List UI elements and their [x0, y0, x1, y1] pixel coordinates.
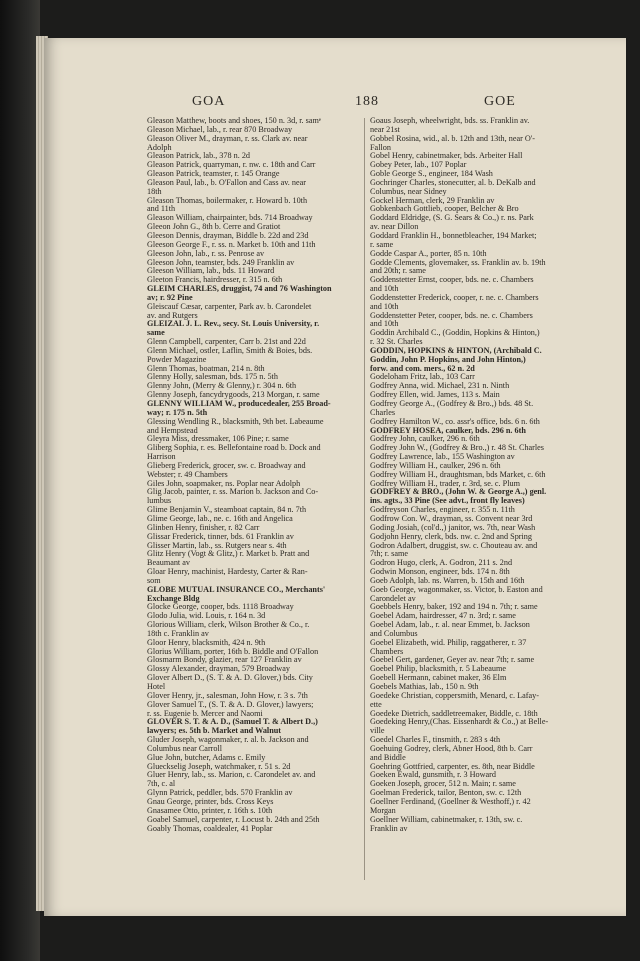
directory-entry: Gleason Michael, lab., r. rear 870 Broadway [147, 124, 293, 134]
left-column [147, 117, 363, 833]
directory-entry: Glodo Julia, wid. Louis, r. 164 n. 3d [147, 611, 266, 621]
directory-entry: Goelman Frederick, tailor, Benton, sw. c. 12th [370, 788, 522, 798]
directory-entry: Gliberg Sophia, r. es. Bellefontaine road b. Dock and Harrison [147, 443, 321, 462]
directory-entry: Goellner William, cabinetmaker, r. 13th, sw. c. Franklin av [370, 814, 523, 833]
directory-entry: Gochringer Charles, stonecutter, al. b. DeKalb and Columbus, near Sidney [370, 177, 536, 196]
directory-entry: Gleason Oliver M., drayman, r. ss. Clark av. near Adolph [147, 133, 308, 152]
directory-entry: Gleason Matthew, boots and shoes, 150 n. 3d, r. samᵉ [147, 116, 321, 125]
directory-entry: Glover Henry, jr., salesman, John How, r. 3 s. 7th [147, 690, 308, 700]
directory-entry: Godfrey Hamilton W., co. assr's office, bds. 6 n. 6th [370, 416, 540, 426]
directory-entry: Goehring Gottfried, carpenter, es. 8th, near Biddle [370, 761, 535, 771]
directory-entry: Goellner Ferdinand, (Goellner & Westhoff,) r. 42 Morgan [370, 796, 531, 815]
directory-entry: Glossy Alexander, drayman, 579 Broadway [147, 664, 290, 674]
directory-entry: Godde Caspar A., porter, 85 n. 10th [370, 248, 487, 258]
directory-entry: Gleason Thomas, boilermaker, r. Howard b. 10th and 11th [147, 195, 308, 214]
directory-entry: Glinben Henry, finisher, r. 82 Carr [147, 522, 260, 532]
directory-entry: Goably Thomas, coaldealer, 41 Poplar [147, 823, 273, 833]
directory-entry: Gleeon John G., 8th b. Cerre and Gratiot [147, 222, 281, 232]
directory-entry: Godfrey Ellen, wid. James, 113 s. Main [370, 390, 500, 400]
directory-entry: Goedeke Christian, coppersmith, Menard, c. Lafay- ette [370, 690, 539, 709]
directory-page [44, 38, 626, 916]
page-header [44, 90, 626, 114]
directory-entry: Gloar Henry, machinist, Hardesty, Carter & Ran- som [147, 567, 308, 585]
directory-entry: Gleason Patrick, teamster, r. 145 Orange [147, 169, 280, 179]
directory-entry: Glocke George, cooper, bds. 1118 Broadway [147, 602, 294, 612]
right-column [370, 117, 586, 833]
directory-entry: Godfrey William H., trader, r. 3rd, se. c. Plum [370, 478, 520, 488]
directory-entry: Glenn Michael, ostler, Laflin, Smith & Boies, bds. Powder Magazine [147, 345, 313, 364]
directory-entry: Godfreyson Charles, engineer, r. 355 n. 11th [370, 505, 515, 515]
directory-entry: Gleeson Dennis, drayman, Biddle b. 22d and 23d [147, 230, 309, 240]
directory-entry: Goebell Hermann, cabinet maker, 36 Elm [370, 673, 507, 683]
directory-entry: Goebel Elizabeth, wid. Philip, raggatherer, r. 37 Chambers [370, 637, 527, 656]
directory-entry: Godfrey William H., draughtsman, bds Market, c. 6th [370, 469, 546, 479]
directory-entry: Gluder Joseph, wagonmaker, r. al. b. Jackson and Columbus near Carroll [147, 735, 309, 753]
directory-entry: Gleason Patrick, lab., 378 n. 2d [147, 151, 251, 161]
directory-entry: Glenn Campbell, carpenter, Carr b. 21st and 22d [147, 337, 306, 347]
directory-entry: Goding Josiah, (col'd.,) janitor, ws. 7th, near Wash [370, 522, 536, 532]
directory-entry: Glieberg Frederick, grocer, sw. c. Broadway and Webster; r. 49 Chambers [147, 460, 306, 479]
directory-entry: Glenny Joseph, fancydrygoods, 213 Morgan, r. same [147, 390, 320, 400]
directory-entry: Glue John, butcher, Adams c. Emily [147, 752, 266, 762]
directory-entry: GODFREY HOSEA, caulker, bds. 296 n. 6th [370, 425, 526, 435]
directory-entry: Glenn Thomas, boatman, 214 n. 8th [147, 363, 265, 373]
directory-entry: Goebels Mathias, lab., 150 n. 9th [370, 682, 479, 691]
directory-entry: Glorious William, clerk, Wilson Brother & Co., r. 18th c. Franklin av [147, 620, 310, 638]
directory-entry: Glisser Martin, lab., ss. Rutgers near s. 4th [147, 540, 287, 550]
directory-entry: GLOVER S. T. & A. D., (Samuel T. & Albert D.,) lawyers; es. 5th b. Market and Walnut [147, 717, 318, 736]
directory-entry: Gobkenbach Gottlieb, cooper, Belcher & Bro [370, 204, 519, 214]
directory-entry: Godfrey John W., (Godfrey & Bro.,) r. 48 St. Charles [370, 443, 544, 453]
directory-entry: Goddard Franklin H., bonnetbleacher, 194 Market; r. same [370, 230, 537, 249]
directory-entry: Gleiscauf Cæsar, carpenter, Park av. b. Carondelet av. and Rutgers [147, 301, 312, 320]
directory-entry: Gnau George, printer, bds. Cross Keys [147, 796, 274, 806]
directory-entry: Godfrey George A., (Godfrey & Bro.,) bds. 48 St. Charles [370, 399, 534, 417]
directory-entry: Gleeson John, lab., r. ss. Penrose av [147, 248, 265, 258]
column-divider [364, 118, 365, 880]
directory-entry: Goddard Eldridge, (S. G. Sears & Co.,) r. ns. Park av. near Dillon [370, 213, 534, 232]
directory-entry: Goabel Samuel, carpenter, r. Locust b. 24th and 25th [147, 814, 320, 824]
directory-entry: Glenny Holly, salesman, bds. 175 n. 5th [147, 372, 278, 382]
directory-entry: Gobel Henry, cabinetmaker, bds. Arbeiter Hall [370, 151, 523, 161]
directory-entry: Gnasamee Otto, printer, r. 16th s. 10th [147, 805, 273, 815]
directory-entry: Goebel Gert, gardener, Geyer av. near 7th; r. same [370, 655, 535, 665]
directory-entry: GLENNY WILLIAM W., producedealer, 255 Broad- way; r. 175 n. 5th [147, 399, 331, 417]
directory-entry: GODFREY & BRO., (John W. & George A.,) genl. ins. agts., 33 Pine (See advt., front fly leaves) [370, 487, 547, 506]
directory-entry: Godfrey Anna, wid. Michael, 231 n. Ninth [370, 381, 510, 391]
directory-entry: Godfrey William H., caulker, 296 n. 6th [370, 460, 501, 470]
directory-entry: Goebel Adam, lab., r. al. near Emmet, b. Jackson and Columbus [370, 620, 530, 638]
directory-entry: Godfrey Lawrence, lab., 155 Washington av [370, 452, 515, 462]
directory-entry: GLOBE MUTUAL INSURANCE CO., Merchants' Exchange Bldg [147, 584, 326, 603]
directory-entry: Glynn Patrick, peddler, bds. 570 Franklin av [147, 788, 293, 798]
directory-entry: Glorius William, porter, 16th b. Biddle and O'Fallon [147, 646, 319, 656]
directory-entry: Goeb Adolph, lab. ns. Warren, b. 15th and 16th [370, 575, 525, 585]
directory-entry: Godwin Monson, engineer, bds. 174 n. 8th [370, 567, 510, 577]
directory-entry: Glessing Wendling R., blacksmith, 9th bet. Labeaume and Hempstead [147, 416, 324, 435]
directory-entry: Glueckselig Joseph, watchmaker, r. 51 s. 2d [147, 761, 291, 771]
directory-entry: Glitz Henry (Vogt & Glitz,) r. Market b. Pratt and Beaumant av [147, 549, 310, 568]
directory-entry: Glover Samuel T., (S. T. & A. D. Glover,) lawyers; r. ss. Eugenie b. Mercer and Naomi [147, 699, 314, 718]
directory-entry: Gobbel Rosina, wid., al. b. 12th and 13th, near O'- Fallon [370, 133, 535, 152]
directory-entry: Gleeton Francis, hairdresser, r. 315 n. 6th [147, 275, 283, 285]
directory-entry: Goebbels Henry, baker, 192 and 194 n. 7th; r. same [370, 602, 538, 612]
directory-entry: Gleason Patrick, quarryman, r. nw. c. 18th and Carr [147, 160, 316, 170]
directory-entry: Gleeson George F., r. ss. n. Market b. 10th and 11th [147, 239, 316, 249]
directory-entry: Giles John, soapmaker, ns. Poplar near Adolph [147, 478, 301, 488]
directory-entry: GLEIZAL J. L. Rev., secy. St. Louis University, r. same [147, 319, 320, 338]
directory-entry: Gleyra Miss, dressmaker, 106 Pine; r. same [147, 434, 289, 444]
page-number: 188 [355, 94, 379, 109]
directory-entry: Glenny John, (Merry & Glenny,) r. 304 n. 6th [147, 381, 297, 391]
directory-entry: Gleeson William, lab., bds. 11 Howard [147, 266, 275, 276]
directory-entry: Godfrey John, caulker, 296 n. 6th [370, 434, 480, 444]
directory-entry: Goedel Charles F., tinsmith, r. 283 s 4th [370, 735, 501, 745]
directory-entry: Godjohn Henry, clerk, bds. nw. c. 2nd and Spring [370, 531, 532, 541]
directory-entry: Goddenstetter Peter, cooper, bds. ne. c. Chambers and 10th [370, 310, 533, 329]
directory-entry: Glime Benjamin V., steamboat captain, 84 n. 7th [147, 505, 307, 515]
directory-entry: Glissar Frederick, tinner, bds. 61 Franklin av [147, 531, 294, 541]
directory-entry: Gobey Peter, lab., 107 Poplar [370, 160, 467, 170]
directory-entry: Goddenstetter Ernst, cooper, bds. ne. c. Chambers and 10th [370, 275, 534, 294]
header-right-guide-word: GOE [484, 94, 516, 109]
directory-entry: Glosmarm Bondy, glazier, rear 127 Franklin av [147, 655, 302, 665]
directory-entry: Godeloham Fritz, lab., 103 Carr [370, 372, 475, 382]
directory-entry: Godde Clements, glovemaker, ss. Franklin av. b. 19th and 20th; r. same [370, 257, 546, 276]
directory-entry: Goeken Ewald, gunsmith, r. 3 Howard [370, 770, 496, 780]
directory-entry: Goble George S., engineer, 184 Wash [370, 169, 493, 179]
directory-entry: Goedeking Henry,(Chas. Eissenhardt & Co.,) at Belle- ville [370, 717, 549, 736]
directory-entry: Goeb George, wagonmaker, ss. Victor, b. Easton and Carondelet av [370, 584, 543, 603]
directory-entry: Goddenstetter Frederick, cooper, r. ne. c. Chambers and 10th [370, 292, 539, 311]
book-spine [0, 0, 40, 961]
directory-entry: Goehuing Godrey, clerk, Abner Hood, 8th b. Carr and Biddle [370, 743, 533, 762]
header-left-guide-word: GOA [192, 94, 226, 109]
directory-entry: Godron Adalbert, druggist, sw. c. Chouteau av. and 7th; r. same [370, 540, 538, 559]
directory-entry: Gockel Herman, clerk, 29 Franklin av [370, 195, 495, 205]
directory-entry: Goebel Philip, blacksmith, r. 5 Labeaume [370, 664, 506, 674]
directory-entry: Gloor Henry, blacksmith, 424 n. 9th [147, 637, 266, 647]
directory-entry: GLEIM CHARLES, druggist, 74 and 76 Washington av; r. 92 Pine [147, 284, 332, 302]
directory-entry: Glig Jacob, painter, r. ss. Marion b. Jackson and Co- lumbus [147, 487, 319, 506]
directory-entry: Goedeke Dietrich, saddletreemaker, Biddle, c. 18th [370, 708, 538, 718]
directory-entry: Gleeson John, teamster, bds. 249 Franklin av [147, 257, 295, 267]
directory-entry: Godfrow Con. W., drayman, ss. Convent near 3rd [370, 513, 533, 523]
directory-entry: Gleason Paul, lab., b. O'Fallon and Cass av. near 18th [147, 177, 306, 196]
directory-entry: Goebel Adam, hairdresser, 47 n. 3rd; r. same [370, 611, 516, 621]
directory-entry: Godron Hugo, clerk, A. Godron, 211 s. 2nd [370, 558, 513, 568]
directory-entry: Goddin Archibald C., (Goddin, Hopkins & Hinton,) r. 32 St. Charles [370, 328, 540, 347]
directory-entry: Glime George, lab., ne. c. 16th and Angelica [147, 513, 293, 523]
directory-entry: Goeken Joseph, grocer, 512 n. Main; r. same [370, 779, 516, 789]
directory-entry: Gleason William, chairpainter, bds. 714 Broadway [147, 213, 313, 223]
directory-entry: Glover Albert D., (S. T. & A. D. Glover,) bds. City Hotel [147, 673, 313, 691]
directory-entry: Gluer Henry, lab., ss. Marion, c. Carondelet av. and 7th, c. al [147, 770, 316, 789]
directory-entry: GODDIN, HOPKINS & HINTON, (Archibald C. Goddin, John P. Hopkins, and John Hinton,) forw. and com. mers., 62 n. 2d [370, 345, 542, 373]
directory-entry: Goaus Joseph, wheelwright, bds. ss. Franklin av. near 21st [370, 116, 530, 134]
